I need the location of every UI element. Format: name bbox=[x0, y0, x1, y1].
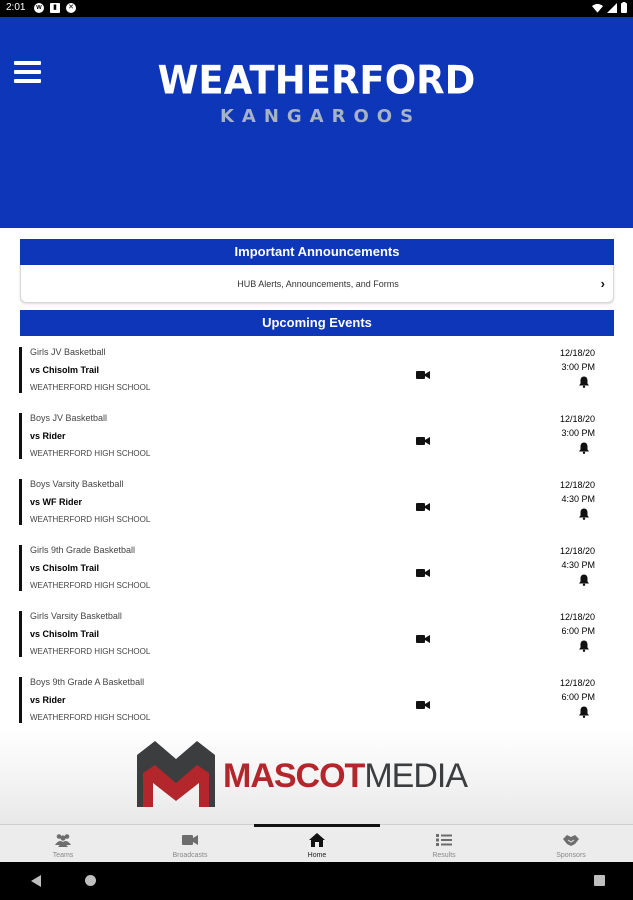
event-item[interactable] bbox=[0, 674, 633, 729]
brand-title: WEATHERFORD bbox=[157, 57, 476, 104]
events-list[interactable] bbox=[0, 344, 633, 729]
event-location: WEATHERFORD HIGH SCHOOL bbox=[30, 713, 151, 722]
bell-icon[interactable] bbox=[578, 376, 590, 388]
event-accent-bar bbox=[19, 677, 22, 723]
wifi-icon bbox=[592, 3, 603, 13]
nav-item-teams[interactable] bbox=[0, 825, 126, 863]
nav-item-broadcasts[interactable] bbox=[127, 825, 253, 863]
video-camera-icon[interactable] bbox=[416, 568, 430, 578]
event-time: 4:30 PM bbox=[561, 560, 595, 570]
event-team: Girls Varsity Basketball bbox=[30, 611, 122, 621]
event-opponent: vs Rider bbox=[30, 695, 66, 705]
event-date: 12/18/20 bbox=[559, 678, 595, 688]
event-accent-bar bbox=[19, 479, 22, 525]
video-camera-icon[interactable] bbox=[416, 370, 430, 380]
nav-label: Home bbox=[307, 852, 327, 859]
event-opponent: vs Chisolm Trail bbox=[30, 629, 100, 639]
event-opponent: vs Chisolm Trail bbox=[30, 365, 100, 375]
app-header bbox=[0, 17, 633, 228]
event-opponent: vs Rider bbox=[30, 431, 66, 441]
event-date: 12/18/20 bbox=[559, 348, 595, 358]
bell-icon[interactable] bbox=[578, 640, 590, 652]
event-team: Girls 9th Grade Basketball bbox=[30, 545, 136, 555]
sponsors-icon bbox=[563, 833, 579, 847]
sponsor-banner[interactable] bbox=[0, 729, 633, 824]
events-heading: Upcoming Events bbox=[20, 310, 614, 336]
sponsor-name bbox=[223, 757, 467, 796]
event-item[interactable] bbox=[0, 344, 633, 410]
event-accent-bar bbox=[19, 347, 22, 393]
brand-subtitle: KANGAROOS bbox=[219, 106, 422, 127]
event-date: 12/18/20 bbox=[559, 480, 595, 490]
event-accent-bar bbox=[19, 413, 22, 459]
event-date: 12/18/20 bbox=[559, 546, 595, 556]
chevron-right-icon: › bbox=[600, 276, 605, 291]
video-icon bbox=[182, 833, 198, 847]
event-time: 6:00 PM bbox=[561, 626, 595, 636]
video-camera-icon[interactable] bbox=[416, 634, 430, 644]
bell-icon[interactable] bbox=[578, 508, 590, 520]
sim-icon: ▮ bbox=[50, 3, 60, 13]
teams-icon bbox=[55, 833, 71, 847]
bell-icon[interactable] bbox=[578, 442, 590, 454]
nav-label: Broadcasts bbox=[172, 852, 208, 859]
event-date: 12/18/20 bbox=[559, 414, 595, 424]
battery-icon bbox=[621, 2, 627, 13]
results-icon bbox=[436, 833, 452, 847]
bell-icon[interactable] bbox=[578, 706, 590, 718]
signal-icon bbox=[607, 3, 617, 13]
home-icon bbox=[309, 833, 325, 847]
event-location: WEATHERFORD HIGH SCHOOL bbox=[30, 515, 151, 524]
bell-icon[interactable] bbox=[578, 574, 590, 586]
event-time: 3:00 PM bbox=[561, 428, 595, 438]
event-accent-bar bbox=[19, 611, 22, 657]
event-team: Boys Varsity Basketball bbox=[30, 479, 124, 489]
nav-label: Teams bbox=[52, 852, 74, 859]
event-team: Girls JV Basketball bbox=[30, 347, 106, 357]
event-date: 12/18/20 bbox=[559, 612, 595, 622]
announcements-link[interactable] bbox=[20, 265, 614, 303]
status-right-icons bbox=[592, 2, 627, 13]
nav-item-sponsors[interactable] bbox=[508, 825, 633, 863]
bottom-nav bbox=[0, 824, 633, 862]
event-location: WEATHERFORD HIGH SCHOOL bbox=[30, 647, 151, 656]
event-team: Boys JV Basketball bbox=[30, 413, 108, 423]
event-opponent: vs Chisolm Trail bbox=[30, 563, 100, 573]
recent-apps-icon[interactable] bbox=[594, 875, 605, 886]
event-time: 3:00 PM bbox=[561, 362, 595, 372]
status-time: 2:01 bbox=[6, 2, 26, 13]
status-bar bbox=[0, 0, 633, 17]
event-time: 6:00 PM bbox=[561, 692, 595, 702]
mascot-media-logo-icon bbox=[135, 739, 217, 809]
nav-item-results[interactable] bbox=[381, 825, 507, 863]
nav-item-home[interactable] bbox=[254, 825, 380, 863]
event-location: WEATHERFORD HIGH SCHOOL bbox=[30, 581, 151, 590]
event-team: Boys 9th Grade A Basketball bbox=[30, 677, 145, 687]
video-camera-icon[interactable] bbox=[416, 436, 430, 446]
nav-label: Sponsors bbox=[556, 852, 586, 859]
event-location: WEATHERFORD HIGH SCHOOL bbox=[30, 449, 151, 458]
nav-label: Results bbox=[432, 852, 456, 859]
whatsapp-icon: w bbox=[34, 3, 44, 13]
event-opponent: vs WF Rider bbox=[30, 497, 83, 507]
sponsor-name-part1: MASCOT bbox=[223, 757, 365, 795]
event-time: 4:30 PM bbox=[561, 494, 595, 504]
sponsor-name-part2: MEDIA bbox=[364, 757, 468, 795]
video-camera-icon[interactable] bbox=[416, 502, 430, 512]
event-item[interactable] bbox=[0, 608, 633, 674]
event-accent-bar bbox=[19, 545, 22, 591]
event-item[interactable] bbox=[0, 410, 633, 476]
announcements-link-label: HUB Alerts, Announcements, and Forms bbox=[237, 279, 399, 289]
back-icon[interactable] bbox=[30, 875, 42, 887]
event-location: WEATHERFORD HIGH SCHOOL bbox=[30, 383, 151, 392]
video-camera-icon[interactable] bbox=[416, 700, 430, 710]
home-circle-icon[interactable] bbox=[85, 875, 96, 886]
event-item[interactable] bbox=[0, 542, 633, 608]
announcements-heading: Important Announcements bbox=[20, 239, 614, 265]
vpn-icon: ✕ bbox=[66, 3, 76, 13]
event-item[interactable] bbox=[0, 476, 633, 542]
system-nav-bar bbox=[0, 862, 633, 900]
